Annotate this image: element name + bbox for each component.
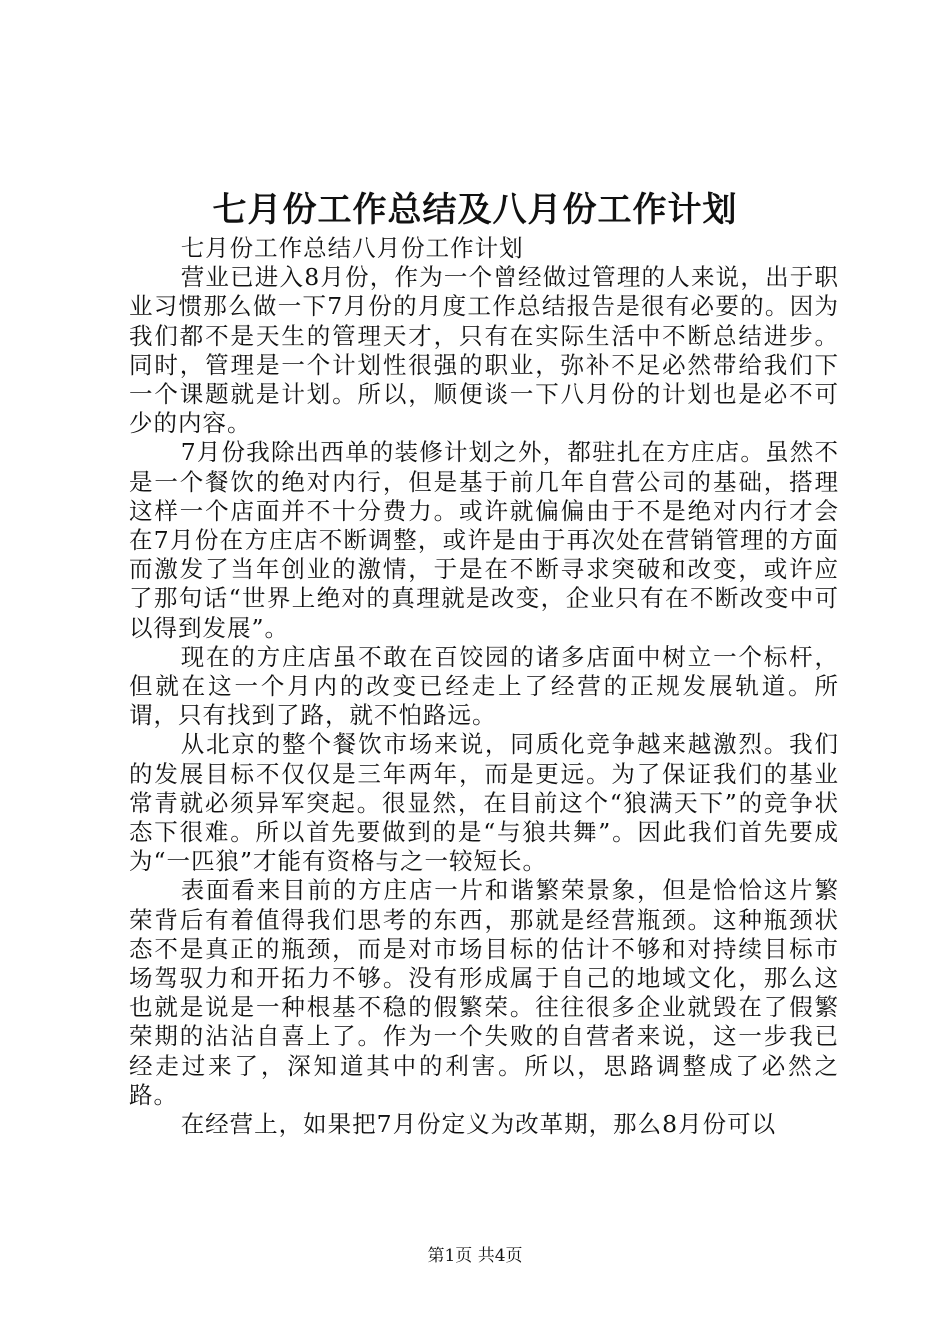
document-title: 七月份工作总结及八月份工作计划 xyxy=(212,190,738,230)
paragraph: 营业已进入8月份，作为一个曾经做过管理的人来说，出于职业习惯那么做一下7月份的月度工作总结报告是很有必要的。因为我们都不是天生的管理天才，只有在实际生活中不断总结进步。同时，管理是一个计划性很强的职业，弥补不足必然带给我们下一个课题就是计划。所以，顺便谈一下八月份的计划也是必不可少的内容。 xyxy=(129,263,839,438)
paragraph: 7月份我除出西单的装修计划之外，都驻扎在方庄店。虽然不是一个餐饮的绝对内行，但是基于前几年自营公司的基础，搭理这样一个店面并不十分费力。或许就偏偏由于不是绝对内行才会在7月份在方庄店不断调整，或许是由于再次处在营销管理的方面而激发了当年创业的激情，于是在不断寻求突破和改变，或许应了那句话“世界上绝对的真理就是改变，企业只有在不断改变中可以得到发展”。 xyxy=(129,438,839,642)
paragraph: 从北京的整个餐饮市场来说，同质化竞争越来越激烈。我们的发展目标不仅仅是三年两年，而是更远。为了保证我们的基业常青就必须异军突起。很显然，在目前这个“狼满天下”的竞争状态下很难。所以首先要做到的是“与狼共舞”。因此我们首先要成为“一匹狼”才能有资格与之一较短长。 xyxy=(129,730,839,876)
paragraph: 在经营上，如果把7月份定义为改革期，那么8月份可以 xyxy=(180,1110,777,1139)
page-footer: 第1页 共4页 xyxy=(427,1246,523,1266)
paragraph: 表面看来目前的方庄店一片和谐繁荣景象，但是恰恰这片繁荣背后有着值得我们思考的东西，那就是经营瓶颈。这种瓶颈状态不是真正的瓶颈，而是对市场目标的估计不够和对持续目标市场驾驭力和开拓力不够。没有形成属于自己的地域文化，那么这也就是说是一种根基不稳的假繁荣。往往很多企业就毁在了假繁荣期的沾沾自喜上了。作为一个失败的自营者来说，这一步我已经走过来了，深知道其中的利害。所以，思路调整成了必然之路。 xyxy=(129,876,839,1109)
paragraph: 现在的方庄店虽不敢在百饺园的诸多店面中树立一个标杆，但就在这一个月内的改变已经走上了经营的正规发展轨道。所谓，只有找到了路，就不怕路远。 xyxy=(129,642,839,730)
document-body xyxy=(129,234,839,1139)
paragraph-subtitle: 七月份工作总结八月份工作计划 xyxy=(180,234,524,262)
